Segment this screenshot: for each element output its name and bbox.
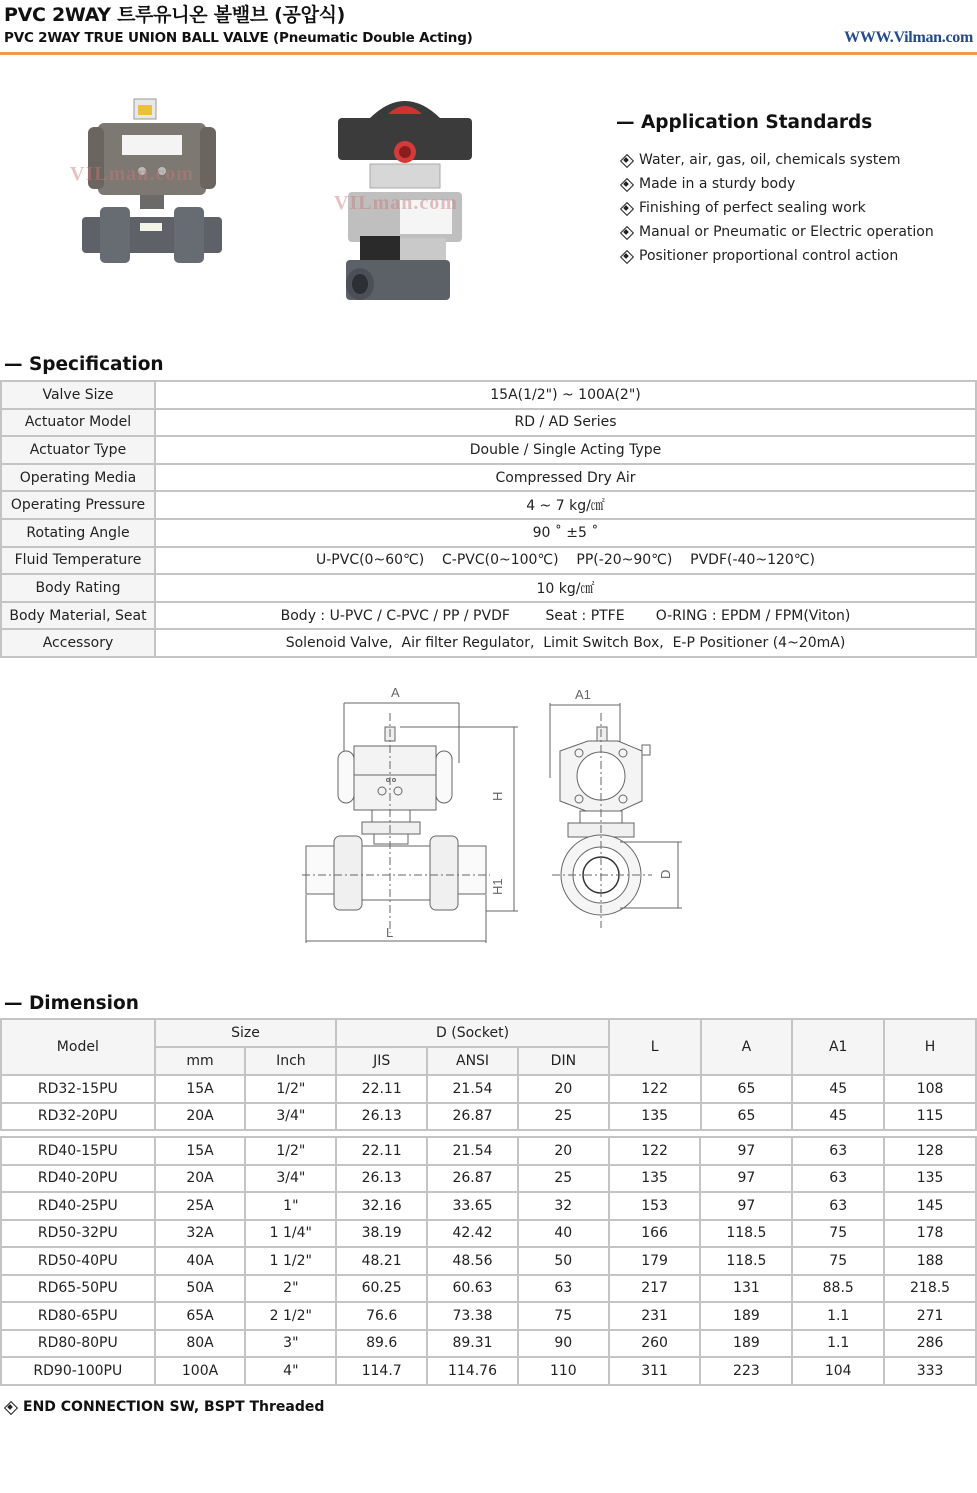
model-cell: RD40-15PU (1, 1137, 155, 1165)
dimension-drawing (290, 683, 690, 952)
value-cell: 50A (155, 1275, 246, 1303)
value-cell: 26.87 (427, 1165, 518, 1193)
value-cell: 3" (245, 1330, 336, 1358)
value-cell: 20 (518, 1075, 609, 1103)
table-row (1, 1275, 976, 1303)
spec-label: Body Rating (1, 574, 155, 602)
watermark: VILman.com (70, 163, 194, 185)
spec-label: Body Material, Seat (1, 602, 155, 630)
value-cell: 22.11 (336, 1137, 427, 1165)
value-cell: 89.31 (427, 1330, 518, 1358)
value-cell: 3/4" (245, 1103, 336, 1131)
value-cell: 104 (792, 1357, 884, 1385)
value-cell: 40 (518, 1220, 609, 1248)
value-cell: 20A (155, 1165, 246, 1193)
value-cell: 21.54 (427, 1075, 518, 1103)
value-cell: 260 (609, 1330, 701, 1358)
model-cell: RD50-32PU (1, 1220, 155, 1248)
spec-value: RD / AD Series (155, 409, 976, 437)
value-cell: 60.25 (336, 1275, 427, 1303)
dimension-rows-group-1 (1, 1075, 976, 1130)
table-row (1, 1302, 976, 1330)
value-cell: 25 (518, 1165, 609, 1193)
spec-label: Actuator Type (1, 436, 155, 464)
table-row (1, 547, 976, 575)
value-cell: 1.1 (792, 1302, 884, 1330)
model-cell: RD80-80PU (1, 1330, 155, 1358)
value-cell: 218.5 (884, 1275, 976, 1303)
value-cell: 60.63 (427, 1275, 518, 1303)
value-cell: 333 (884, 1357, 976, 1385)
value-cell: 88.5 (792, 1275, 884, 1303)
diamond-bullet-icon (620, 250, 633, 263)
col-d-socket: D (Socket) (336, 1019, 608, 1047)
spec-label: Operating Media (1, 464, 155, 492)
application-standards-list (620, 148, 934, 268)
value-cell: 108 (884, 1075, 976, 1103)
value-cell: 3/4" (245, 1165, 336, 1193)
value-cell: 21.54 (427, 1137, 518, 1165)
value-cell: 50 (518, 1247, 609, 1275)
table-row (1, 519, 976, 547)
spec-value: 15A(1/2") ~ 100A(2") (155, 381, 976, 409)
product-photo-actuated-valve (70, 95, 230, 265)
table-row (1, 1137, 976, 1165)
value-cell: 118.5 (700, 1220, 792, 1248)
value-cell: 33.65 (427, 1192, 518, 1220)
page-title-english: PVC 2WAY TRUE UNION BALL VALVE (Pneumatic Double Acting) (4, 30, 473, 46)
value-cell: 135 (884, 1165, 976, 1193)
value-cell: 63 (792, 1165, 884, 1193)
spec-label: Actuator Model (1, 409, 155, 437)
col-ansi: ANSI (427, 1047, 518, 1075)
spec-label: Accessory (1, 629, 155, 657)
spec-value: Solenoid Valve, Air filter Regulator, Limit Switch Box, E-P Positioner (4~20mA) (155, 629, 976, 657)
value-cell: 100A (155, 1357, 246, 1385)
value-cell: 231 (609, 1302, 701, 1330)
table-row (1, 1103, 976, 1131)
table-row (1, 436, 976, 464)
table-row (1, 1192, 976, 1220)
label-H: H (490, 791, 505, 801)
col-size: Size (155, 1019, 337, 1047)
label-L: L (386, 925, 394, 940)
value-cell: 178 (884, 1220, 976, 1248)
list-item: Water, air, gas, oil, chemicals system (620, 148, 934, 172)
value-cell: 20A (155, 1103, 246, 1131)
value-cell: 45 (792, 1075, 884, 1103)
value-cell: 65 (701, 1103, 793, 1131)
value-cell: 118.5 (700, 1247, 792, 1275)
value-cell: 122 (609, 1137, 701, 1165)
table-row (1, 629, 976, 657)
value-cell: 97 (700, 1192, 792, 1220)
front-view-drawing (302, 685, 518, 943)
col-jis: JIS (336, 1047, 427, 1075)
value-cell: 40A (155, 1247, 246, 1275)
value-cell: 75 (792, 1247, 884, 1275)
list-item: Positioner proportional control action (620, 244, 934, 268)
value-cell: 25 (518, 1103, 609, 1131)
col-mm: mm (155, 1047, 246, 1075)
value-cell: 145 (884, 1192, 976, 1220)
col-a: A (701, 1019, 793, 1075)
table-row (1, 1357, 976, 1385)
col-h: H (884, 1019, 976, 1075)
value-cell: 76.6 (336, 1302, 427, 1330)
value-cell: 38.19 (336, 1220, 427, 1248)
value-cell: 271 (884, 1302, 976, 1330)
model-cell: RD32-15PU (1, 1075, 155, 1103)
label-A1: A1 (575, 687, 591, 702)
table-row (1, 491, 976, 519)
value-cell: 1/2" (245, 1137, 336, 1165)
value-cell: 4" (245, 1357, 336, 1385)
table-row (1, 381, 976, 409)
value-cell: 1/2" (245, 1075, 336, 1103)
dimension-table-body-group (0, 1136, 977, 1386)
value-cell: 1" (245, 1192, 336, 1220)
list-item: Manual or Pneumatic or Electric operation (620, 220, 934, 244)
watermark: VILman.com (334, 192, 458, 214)
specification-table (0, 380, 977, 658)
diamond-bullet-icon (620, 202, 633, 215)
value-cell: 89.6 (336, 1330, 427, 1358)
value-cell: 75 (792, 1220, 884, 1248)
value-cell: 166 (609, 1220, 701, 1248)
page-title-korean: PVC 2WAY 트루유니온 볼밸브 (공압식) (4, 4, 346, 26)
value-cell: 131 (700, 1275, 792, 1303)
model-cell: RD40-20PU (1, 1165, 155, 1193)
value-cell: 48.21 (336, 1247, 427, 1275)
value-cell: 311 (609, 1357, 701, 1385)
table-row (1, 409, 976, 437)
value-cell: 223 (700, 1357, 792, 1385)
value-cell: 122 (609, 1075, 701, 1103)
diamond-bullet-icon (620, 154, 633, 167)
diamond-bullet-icon (620, 226, 633, 239)
table-row (1, 1220, 976, 1248)
table-header-row (1, 1019, 976, 1047)
value-cell: 15A (155, 1075, 246, 1103)
value-cell: 63 (792, 1192, 884, 1220)
value-cell: 1 1/4" (245, 1220, 336, 1248)
value-cell: 75 (518, 1302, 609, 1330)
col-model: Model (1, 1019, 155, 1075)
col-l: L (609, 1019, 701, 1075)
model-cell: RD65-50PU (1, 1275, 155, 1303)
value-cell: 65A (155, 1302, 246, 1330)
value-cell: 26.13 (336, 1165, 427, 1193)
table-row (1, 464, 976, 492)
spec-value: Body : U-PVC / C-PVC / PP / PVDF Seat : PTFE O-RING : EPDM / FPM(Viton) (155, 602, 976, 630)
value-cell: 25A (155, 1192, 246, 1220)
model-cell: RD40-25PU (1, 1192, 155, 1220)
value-cell: 73.38 (427, 1302, 518, 1330)
value-cell: 114.7 (336, 1357, 427, 1385)
value-cell: 63 (518, 1275, 609, 1303)
table-row (1, 1165, 976, 1193)
end-connection-note: END CONNECTION SW, BSPT Threaded (4, 1399, 324, 1415)
value-cell: 135 (609, 1103, 701, 1131)
value-cell: 153 (609, 1192, 701, 1220)
spec-value: 4 ~ 7 kg/㎠ (155, 491, 976, 519)
value-cell: 135 (609, 1165, 701, 1193)
dimension-table-header-group (0, 1018, 977, 1131)
spec-value: Compressed Dry Air (155, 464, 976, 492)
value-cell: 22.11 (336, 1075, 427, 1103)
specification-heading: — Specification (4, 354, 164, 375)
model-cell: RD50-40PU (1, 1247, 155, 1275)
table-row (1, 1330, 976, 1358)
table-row (1, 602, 976, 630)
value-cell: 26.87 (427, 1103, 518, 1131)
value-cell: 1.1 (792, 1330, 884, 1358)
value-cell: 115 (884, 1103, 976, 1131)
value-cell: 32A (155, 1220, 246, 1248)
header-divider (0, 52, 977, 55)
spec-value: U-PVC(0~60℃) C-PVC(0~100℃) PP(-20~90℃) PVDF(-40~120℃) (155, 547, 976, 575)
value-cell: 1 1/2" (245, 1247, 336, 1275)
model-cell: RD90-100PU (1, 1357, 155, 1385)
col-din: DIN (518, 1047, 609, 1075)
table-row (1, 574, 976, 602)
value-cell: 15A (155, 1137, 246, 1165)
value-cell: 179 (609, 1247, 701, 1275)
spec-value: 10 kg/㎠ (155, 574, 976, 602)
value-cell: 20 (518, 1137, 609, 1165)
list-item: Finishing of perfect sealing work (620, 196, 934, 220)
value-cell: 128 (884, 1137, 976, 1165)
dimension-rows-group-2 (1, 1137, 976, 1385)
value-cell: 32 (518, 1192, 609, 1220)
value-cell: 42.42 (427, 1220, 518, 1248)
value-cell: 286 (884, 1330, 976, 1358)
value-cell: 45 (792, 1103, 884, 1131)
value-cell: 188 (884, 1247, 976, 1275)
value-cell: 114.76 (427, 1357, 518, 1385)
spec-value: 90 ˚ ±5 ˚ (155, 519, 976, 547)
spec-label: Fluid Temperature (1, 547, 155, 575)
value-cell: 110 (518, 1357, 609, 1385)
dimension-heading: — Dimension (4, 993, 139, 1014)
value-cell: 97 (700, 1137, 792, 1165)
table-row (1, 1247, 976, 1275)
value-cell: 90 (518, 1330, 609, 1358)
list-item: Made in a sturdy body (620, 172, 934, 196)
value-cell: 48.56 (427, 1247, 518, 1275)
spec-label: Valve Size (1, 381, 155, 409)
value-cell: 65 (701, 1075, 793, 1103)
product-photo-with-accessories (330, 88, 480, 313)
label-D: D (658, 869, 673, 879)
value-cell: 26.13 (336, 1103, 427, 1131)
diamond-bullet-icon (4, 1401, 17, 1414)
col-inch: Inch (245, 1047, 336, 1075)
application-standards-heading: — Application Standards (616, 112, 873, 133)
value-cell: 189 (700, 1302, 792, 1330)
value-cell: 2 1/2" (245, 1302, 336, 1330)
value-cell: 32.16 (336, 1192, 427, 1220)
spec-label: Rotating Angle (1, 519, 155, 547)
table-row (1, 1075, 976, 1103)
diamond-bullet-icon (620, 178, 633, 191)
model-cell: RD32-20PU (1, 1103, 155, 1131)
value-cell: 63 (792, 1137, 884, 1165)
value-cell: 2" (245, 1275, 336, 1303)
label-A: A (391, 685, 400, 700)
side-view-drawing (550, 687, 682, 928)
model-cell: RD80-65PU (1, 1302, 155, 1330)
label-H1: H1 (490, 878, 505, 895)
value-cell: 80A (155, 1330, 246, 1358)
value-cell: 217 (609, 1275, 701, 1303)
value-cell: 189 (700, 1330, 792, 1358)
spec-value: Double / Single Acting Type (155, 436, 976, 464)
spec-label: Operating Pressure (1, 491, 155, 519)
value-cell: 97 (700, 1165, 792, 1193)
website-link[interactable]: WWW.Vilman.com (844, 29, 973, 46)
col-a1: A1 (792, 1019, 884, 1075)
